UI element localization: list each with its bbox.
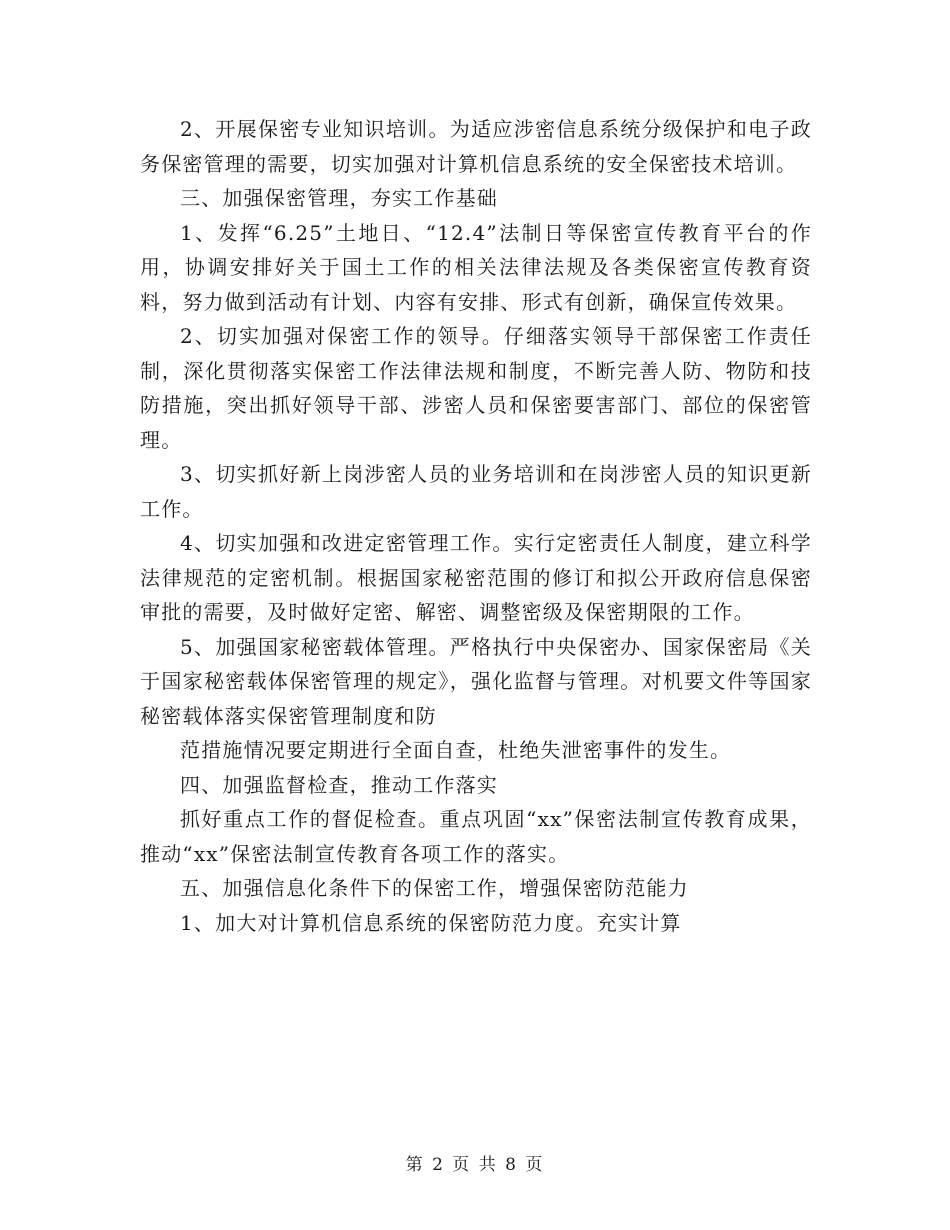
section-heading-5: 五、加强信息化条件下的保密工作，增强保密防范能力 [180, 876, 689, 900]
paragraph-supervision: 抓好重点工作的督促检查。重点巩固“xx”保密法制宣传教育成果，推动“xx”保密法制宣传教育各项工作的落实。 [140, 807, 812, 866]
section-heading-3: 三、加强保密管理，夯实工作基础 [180, 186, 498, 210]
paragraph-secret-carrier: 5、加强国家秘密载体管理。严格执行中央保密办、国家保密局《关于国家秘密载体保密管理的规定》，强化监督与管理。对机要文件等国家秘密载体落实保密管理制度和防 [140, 634, 812, 728]
paragraph-classification-management: 4、切实加强和改进定密管理工作。实行定密责任人制度，建立科学法律规范的定密机制。根据国家秘密范围的修订和拟公开政府信息保密审批的需要，及时做好定密、解密、调整密级及保密期限的工作。 [140, 531, 812, 624]
paragraph-publicity-platform: 1、发挥“6.25”土地日、“12.4”法制日等保密宣传教育平台的作用，协调安排好关于国土工作的相关法律法规及各类保密宣传教育资料，努力做到活动有计划、内容有安排、形式有创新，确保宣传效果。 [140, 220, 812, 314]
section-heading-4: 四、加强监督检查，推动工作落实 [180, 772, 498, 797]
document-body [140, 112, 812, 940]
page-number-footer: 第 2 页 共 8 页 [405, 1155, 545, 1175]
paragraph-secret-carrier-cont: 范措施情况要定期进行全面自查，杜绝失泄密事件的发生。 [180, 738, 732, 762]
paragraph-computer-security: 1、加大对计算机信息系统的保密防范力度。充实计算 [180, 910, 682, 935]
paragraph-new-staff-training: 3、切实抓好新上岗涉密人员的业务培训和在岗涉密人员的知识更新工作。 [140, 462, 812, 521]
paragraph-leadership: 2、切实加强对保密工作的领导。仔细落实领导干部保密工作责任制，深化贯彻落实保密工作法律法规和制度，不断完善人防、物防和技防措施，突出抓好领导干部、涉密人员和保密要害部门、部位的保密管理。 [140, 324, 812, 452]
paragraph-training: 2、开展保密专业知识培训。为适应涉密信息系统分级保护和电子政务保密管理的需要，切实加强对计算机信息系统的安全保密技术培训。 [140, 117, 812, 176]
